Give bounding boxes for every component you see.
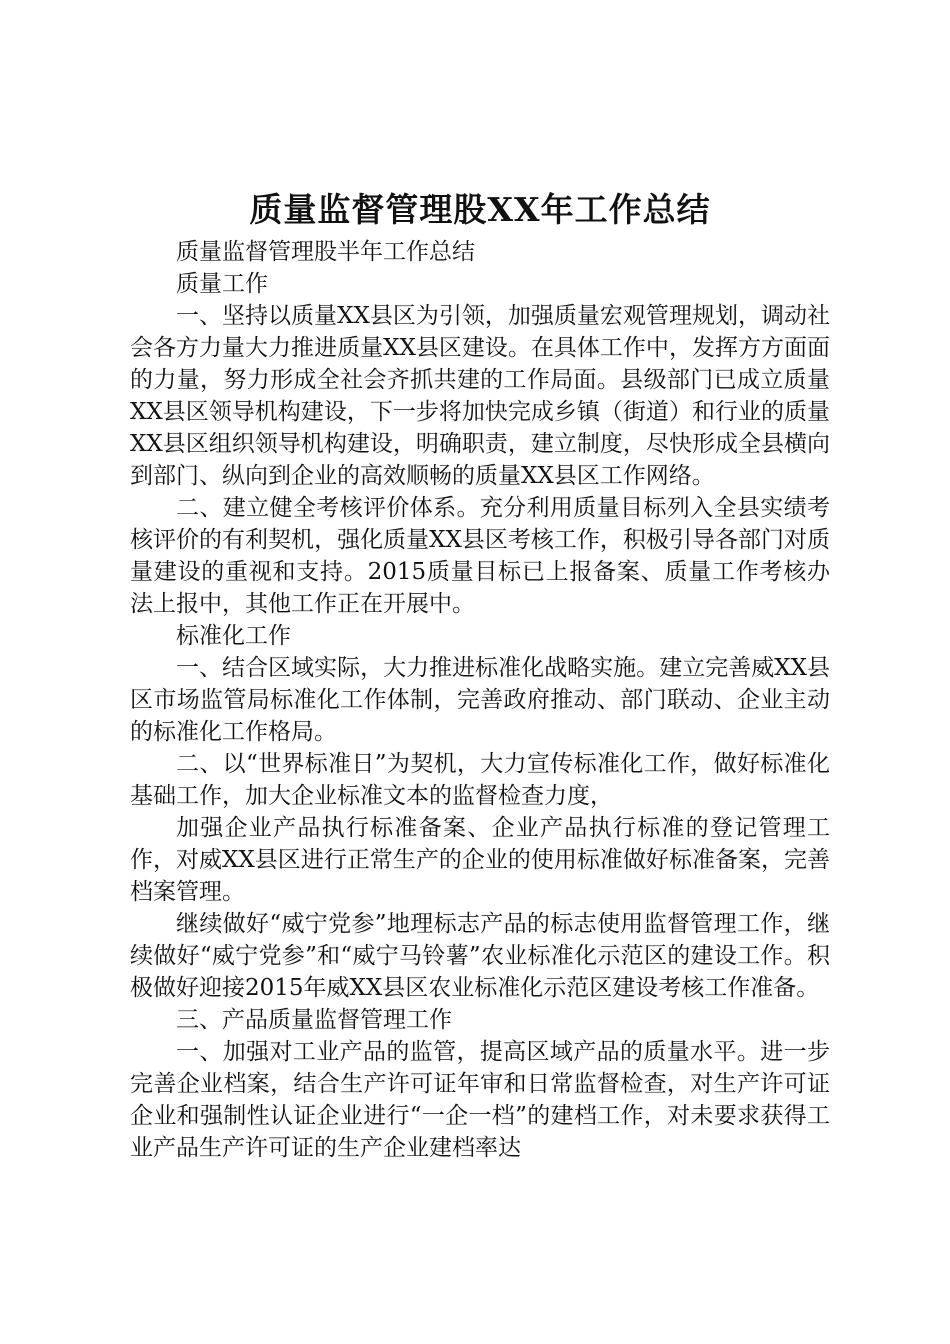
- paragraph-heading-quality: 质量工作: [176, 271, 268, 297]
- paragraph: 二、建立健全考核评价体系。充分利用质量目标列入全县实绩考核评价的有利契机，强化质量XX县区考核工作，积极引导各部门对质量建设的重视和支持。2015质量目标已上报备案、质量工作考核办法上报中，其他工作正在开展中。: [130, 495, 830, 617]
- paragraph: 二、以“世界标准日”为契机，大力宣传标准化工作，做好标准化基础工作，加大企业标准文本的监督检查力度，: [130, 751, 830, 809]
- document-title: 质量监督管理股XX年工作总结: [249, 190, 711, 229]
- paragraph: 一、加强对工业产品的监管，提高区域产品的质量水平。进一步完善企业档案，结合生产许可证年审和日常监督检查，对生产许可证企业和强制性认证企业进行“一企一档”的建档工作，对未要求获得工业产品生产许可证的生产企业建档率达: [130, 1039, 830, 1161]
- document-body: [130, 236, 830, 1164]
- paragraph: 加强企业产品执行标准备案、企业产品执行标准的登记管理工作，对威XX县区进行正常生产的企业的使用标准做好标准备案，完善档案管理。: [130, 815, 830, 905]
- paragraph: 一、坚持以质量XX县区为引领，加强质量宏观管理规划，调动社会各方力量大力推进质量XX县区建设。在具体工作中，发挥方方面面的力量，努力形成全社会齐抓共建的工作局面。县级部门已成立质量XX县区领导机构建设，下一步将加快完成乡镇（街道）和行业的质量XX县区组织领导机构建设，明确职责，建立制度，尽快形成全县横向到部门、纵向到企业的高效顺畅的质量XX县区工作网络。: [130, 303, 830, 489]
- paragraph: 继续做好“威宁党参”地理标志产品的标志使用监督管理工作，继续做好“威宁党参”和“威宁马铃薯”农业标准化示范区的建设工作。积极做好迎接2015年威XX县区农业标准化示范区建设考核工作准备。: [130, 911, 830, 1001]
- paragraph: 一、结合区域实际，大力推进标准化战略实施。建立完善威XX县区市场监管局标准化工作体制，完善政府推动、部门联动、企业主动的标准化工作格局。: [130, 655, 830, 745]
- paragraph-subtitle: 质量监督管理股半年工作总结: [176, 239, 475, 265]
- paragraph-heading-standardization: 标准化工作: [176, 623, 291, 649]
- paragraph-heading-product-quality: 三、产品质量监督管理工作: [176, 1007, 452, 1033]
